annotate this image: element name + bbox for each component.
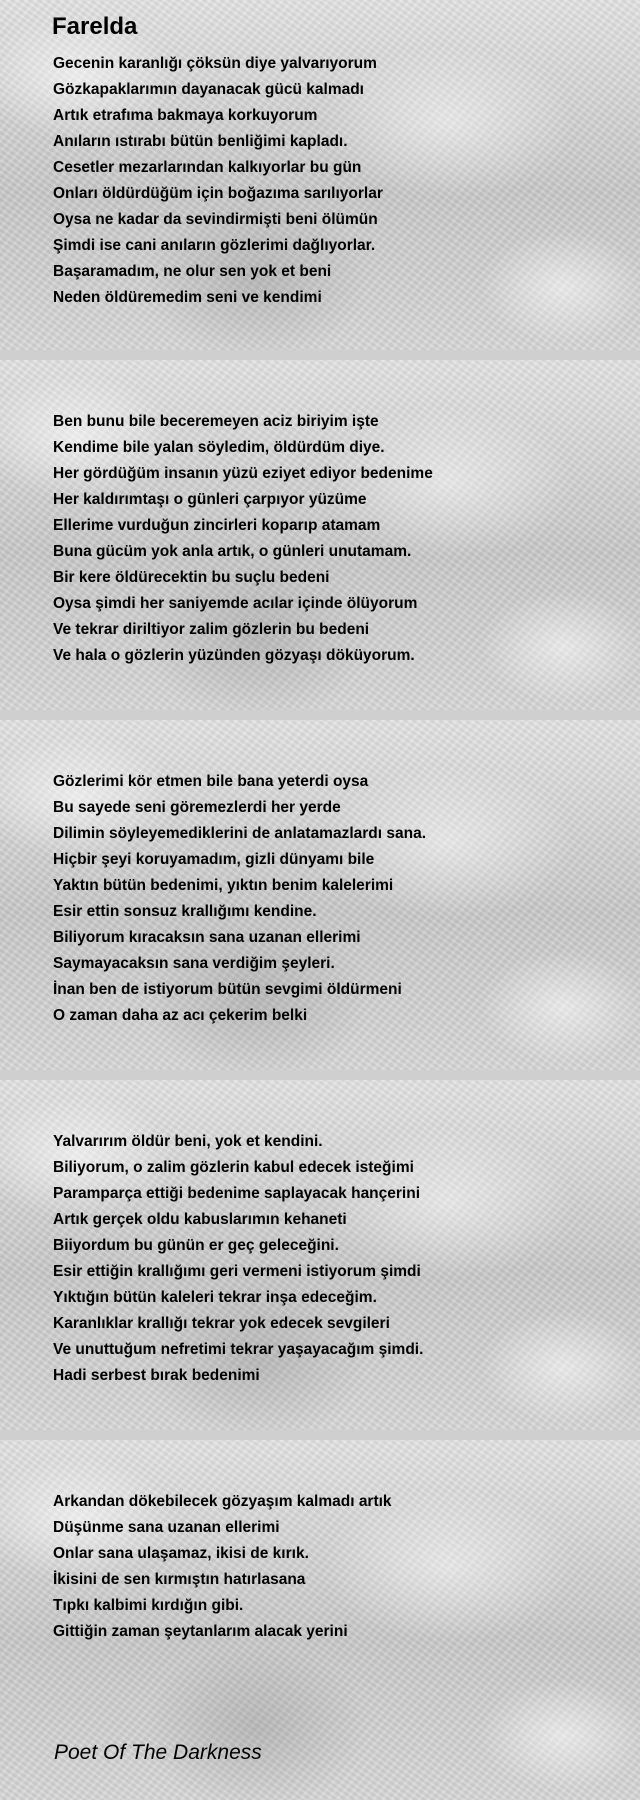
poem-line: Biliyorum kıracaksın sana uzanan ellerimi <box>53 929 361 946</box>
poem-author: Poet Of The Darkness <box>54 1741 262 1764</box>
poem-line: Biliyorum, o zalim gözlerin kabul edecek isteğimi <box>53 1159 414 1176</box>
stanza-1 <box>53 51 383 311</box>
poem-line: Başaramadım, ne olur sen yok et beni <box>53 263 332 280</box>
poem-line: Düşünme sana uzanan ellerimi <box>53 1519 280 1536</box>
poem-line: Artık etrafıma bakmaya korkuyorum <box>53 107 318 124</box>
poem-line: Gittiğin zaman şeytanlarım alacak yerini <box>53 1623 348 1640</box>
poem-line: Bu sayede seni göremezlerdi her yerde <box>53 799 341 816</box>
poem-line: Kendime bile yalan söyledim, öldürdüm diye. <box>53 439 385 456</box>
stanza-2 <box>53 409 433 669</box>
poem-line: İnan ben de istiyorum bütün sevgimi öldürmeni <box>53 981 402 998</box>
poem-line: Her gördüğüm insanın yüzü eziyet ediyor bedenime <box>53 465 433 482</box>
poem-panel-4 <box>0 1080 640 1430</box>
poem-line: Oysa ne kadar da sevindirmişti beni ölümün <box>53 211 378 228</box>
poem-line: Gözkapaklarımın dayanacak gücü kalmadı <box>53 81 364 98</box>
poem-line: Ve tekrar diriltiyor zalim gözlerin bu bedeni <box>53 621 370 638</box>
poem-line: Arkandan dökebilecek gözyaşım kalmadı artık <box>53 1493 392 1510</box>
poem-line: Hadi serbest bırak bedenimi <box>53 1367 260 1384</box>
poem-line: O zaman daha az acı çekerim belki <box>53 1007 308 1024</box>
poem-line: Cesetler mezarlarından kalkıyorlar bu gün <box>53 159 362 176</box>
poem-line: Esir ettin sonsuz krallığımı kendine. <box>53 903 317 920</box>
stanza-4 <box>53 1129 423 1389</box>
poem-line: Yıktığın bütün kaleleri tekrar inşa edeceğim. <box>53 1289 377 1306</box>
poem-panel-1 <box>0 0 640 350</box>
stanza-5 <box>53 1489 392 1645</box>
poem-line: Artık gerçek oldu kabuslarımın kehaneti <box>53 1211 347 1228</box>
poem-line: Yalvarırım öldür beni, yok et kendini. <box>53 1133 323 1150</box>
poem-line: Her kaldırımtaşı o günleri çarpıyor yüzüme <box>53 491 367 508</box>
poem-line: Esir ettiğin krallığımı geri vermeni istiyorum şimdi <box>53 1263 421 1280</box>
stanza-3 <box>53 769 426 1029</box>
poem-line: Bir kere öldürecektin bu suçlu bedeni <box>53 569 330 586</box>
poem-line: Ellerime vurduğun zincirleri koparıp atamam <box>53 517 381 534</box>
poem-title: Farelda <box>52 13 138 40</box>
poem-line: Anıların ıstırabı bütün benliğimi kapladı. <box>53 133 348 150</box>
poem-line: Gözlerimi kör etmen bile bana yeterdi oysa <box>53 773 369 790</box>
poem-line: Paramparça ettiği bedenime saplayacak hançerini <box>53 1185 421 1202</box>
poem-line: Ben bunu bile beceremeyen aciz biriyim işte <box>53 413 379 430</box>
poem-line: Hiçbir şeyi koruyamadım, gizli dünyamı bile <box>53 851 375 868</box>
poem-panel-5 <box>0 1440 640 1800</box>
poem-line: Onlar sana ulaşamaz, ikisi de kırık. <box>53 1545 309 1562</box>
poem-line: Ve hala o gözlerin yüzünden gözyaşı döküyorum. <box>53 647 415 664</box>
poem-line: Buna gücüm yok anla artık, o günleri unutamam. <box>53 543 412 560</box>
poem-line: İkisini de sen kırmıştın hatırlasana <box>53 1571 306 1588</box>
poem-line: Saymayacaksın sana verdiğim şeyleri. <box>53 955 335 972</box>
poem-panel-3 <box>0 720 640 1070</box>
poem-line: Neden öldüremedim seni ve kendimi <box>53 289 322 306</box>
poem-line: Biiyordum bu günün er geç geleceğini. <box>53 1237 339 1254</box>
poem-line: Dilimin söyleyemediklerini de anlatamazlardı sana. <box>53 825 427 842</box>
poem-line: Şimdi ise cani anıların gözlerimi dağlıyorlar. <box>53 237 376 254</box>
poem-line: Gecenin karanlığı çöksün diye yalvarıyorum <box>53 55 377 72</box>
poem-line: Oysa şimdi her saniyemde acılar içinde ölüyorum <box>53 595 418 612</box>
poem-line: Onları öldürdüğüm için boğazıma sarılıyorlar <box>53 185 383 202</box>
poem-line: Karanlıklar krallığı tekrar yok edecek sevgileri <box>53 1315 390 1332</box>
poem-line: Ve unuttuğum nefretimi tekrar yaşayacağım şimdi. <box>53 1341 424 1358</box>
poem-line: Yaktın bütün bedenimi, yıktın benim kalelerimi <box>53 877 394 894</box>
poem-line: Tıpkı kalbimi kırdığın gibi. <box>53 1597 244 1614</box>
poem-panel-2 <box>0 360 640 710</box>
